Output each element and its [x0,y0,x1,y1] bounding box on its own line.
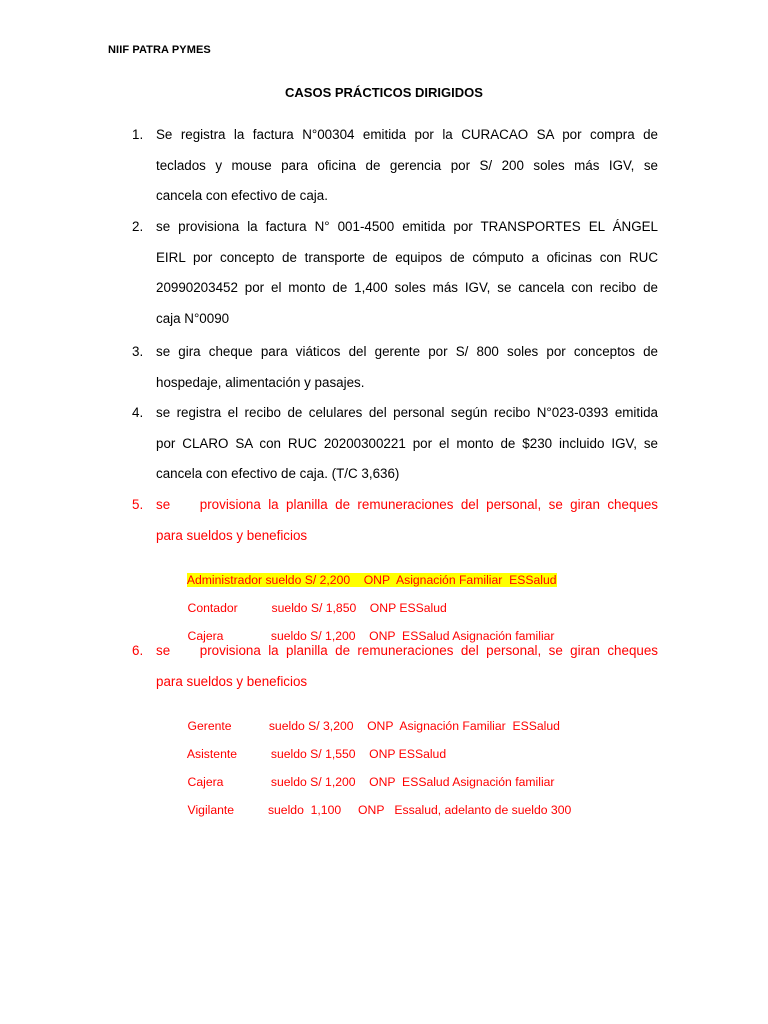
staff-row-text: Vigilante sueldo 1,100 ONP Essalud, adelanto de sueldo 300 [187,803,572,817]
staff-row-text: Cajera sueldo S/ 1,200 ONP ESSalud Asignación familiar [187,629,555,643]
case-item-2 [132,212,658,334]
item-number: 5. [132,497,144,512]
staff-row-text: Cajera sueldo S/ 1,200 ONP ESSalud Asignación familiar [187,775,555,789]
item-number: 2. [132,219,144,234]
item-line: se gira cheque para viáticos del gerente por S/ 800 soles por conceptos de [156,344,658,359]
staff6-row-vigilante [174,789,571,831]
item-line: cancela con efectivo de caja. [156,188,328,203]
case-item-6 [132,636,658,697]
case-item-5 [132,490,658,551]
staff-row-text: Contador sueldo S/ 1,850 ONP ESSalud [187,601,447,615]
item-line: caja N°0090 [156,310,230,326]
item-line: cancela con efectivo de caja. (T/C 3,636) [156,466,400,481]
item-number: 6. [132,643,144,658]
item-line: se provisiona la planilla de remuneraciones del personal, se giran cheques [156,643,658,658]
item-line: 20990203452 por el monto de 1,400 soles más IGV, se cancela con recibo de [156,280,658,295]
item-line: para sueldos y beneficios [156,673,308,689]
item-line: se provisiona la planilla de remuneraciones del personal, se giran cheques [156,497,658,512]
item-number: 1. [132,127,144,142]
staff-row-text: Administrador sueldo S/ 2,200 ONP Asignación Familiar ESSalud [186,573,557,587]
document-title: CASOS PRÁCTICOS DIRIGIDOS [285,85,483,100]
item-line: Se registra la factura N°00304 emitida por la CURACAO SA por compra de [156,127,658,142]
item-number: 4. [132,405,144,420]
staff-row-text: Gerente sueldo S/ 3,200 ONP Asignación Familiar ESSalud [187,719,560,733]
case-item-4 [132,398,658,490]
item-line: por CLARO SA con RUC 20200300221 por el monto de $230 incluido IGV, se [156,435,658,451]
case-item-3 [132,337,658,398]
item-line: hospedaje, alimentación y pasajes. [156,374,365,390]
staff-row-text: Asistente sueldo S/ 1,550 ONP ESSalud [186,747,447,761]
document-header: NIIF PATRA PYMES [108,44,211,56]
item-number: 3. [132,344,144,359]
item-line: teclados y mouse para oficina de gerencia por S/ 200 soles más IGV, se [156,157,658,173]
item-line: se registra el recibo de celulares del personal según recibo N°023-0393 emitida [156,405,658,420]
item-line: para sueldos y beneficios [156,527,308,543]
item-line: se provisiona la factura N° 001-4500 emitida por TRANSPORTES EL ÁNGEL [156,219,658,234]
item-line: EIRL por concepto de transporte de equipos de cómputo a oficinas con RUC [156,249,658,265]
case-item-1 [132,120,658,212]
